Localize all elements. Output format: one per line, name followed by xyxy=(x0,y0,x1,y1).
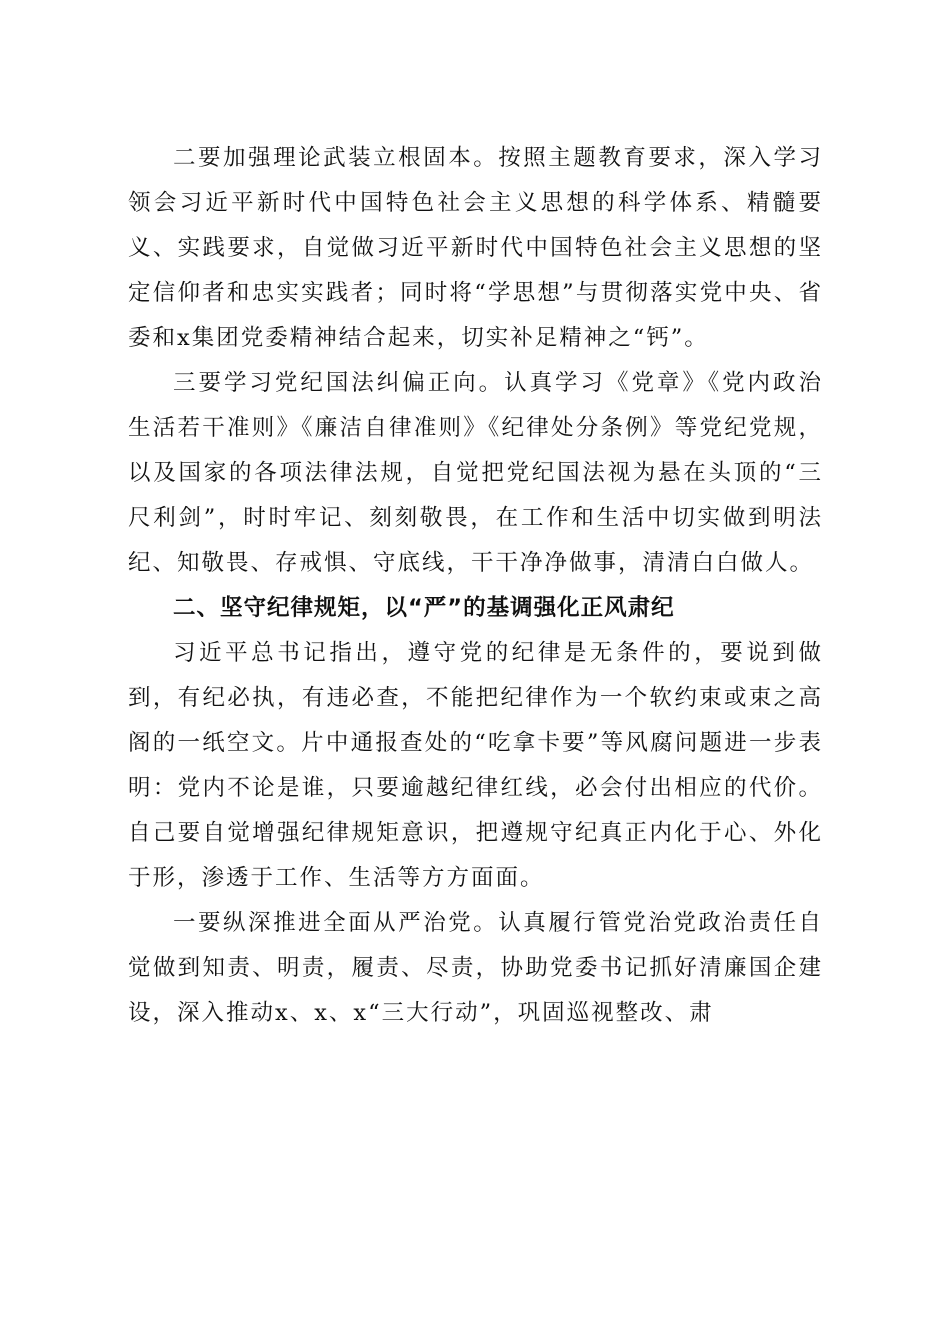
paragraph-party-discipline-study: 三要学习党纪国法纠偏正向。认真学习《党章》《党内政治生活若干准则》《廉洁自律准则》《纪律处分条例》等党纪党规，以及国家的各项法律法规，自觉把党纪国法视为悬在头顶的“三尺利剑”，时时牢记、刻刻敬畏，在工作和生活中切实做到明法纪、知敬畏、存戒惧、守底线，干干净净做事，清清白白做人。 xyxy=(128,370,823,576)
document-body xyxy=(128,136,823,1036)
section-heading-discipline: 二、坚守纪律规矩，以“严”的基调强化正风肃纪 xyxy=(173,595,675,621)
paragraph-strict-governance: 一要纵深推进全面从严治党。认真履行管党治党政治责任自觉做到知责、明责，履责、尽责，协助党委书记抓好清廉国企建设，深入推动x、x、x“三大行动”，巩固巡视整改、肃 xyxy=(128,910,823,1026)
paragraph-xi-quote: 习近平总书记指出，遵守党的纪律是无条件的，要说到做到，有纪必执，有违必查，不能把纪律作为一个软约束或束之高阁的一纸空文。片中通报查处的“吃拿卡要”等风腐问题进一步表明：党内不论是谁，只要逾越纪律红线，必会付出相应的代价。自己要自觉增强纪律规矩意识，把遵规守纪真正内化于心、外化于形，渗透于工作、生活等方方面面。 xyxy=(128,640,823,891)
paragraph-theory-study: 二要加强理论武装立根固本。按照主题教育要求，深入学习领会习近平新时代中国特色社会主义思想的科学体系、精髓要义、实践要求，自觉做习近平新时代中国特色社会主义思想的坚定信仰者和忠实实践者；同时将“学思想”与贯彻落实党中央、省委和x集团党委精神结合起来，切实补足精神之“钙”。 xyxy=(128,145,823,351)
